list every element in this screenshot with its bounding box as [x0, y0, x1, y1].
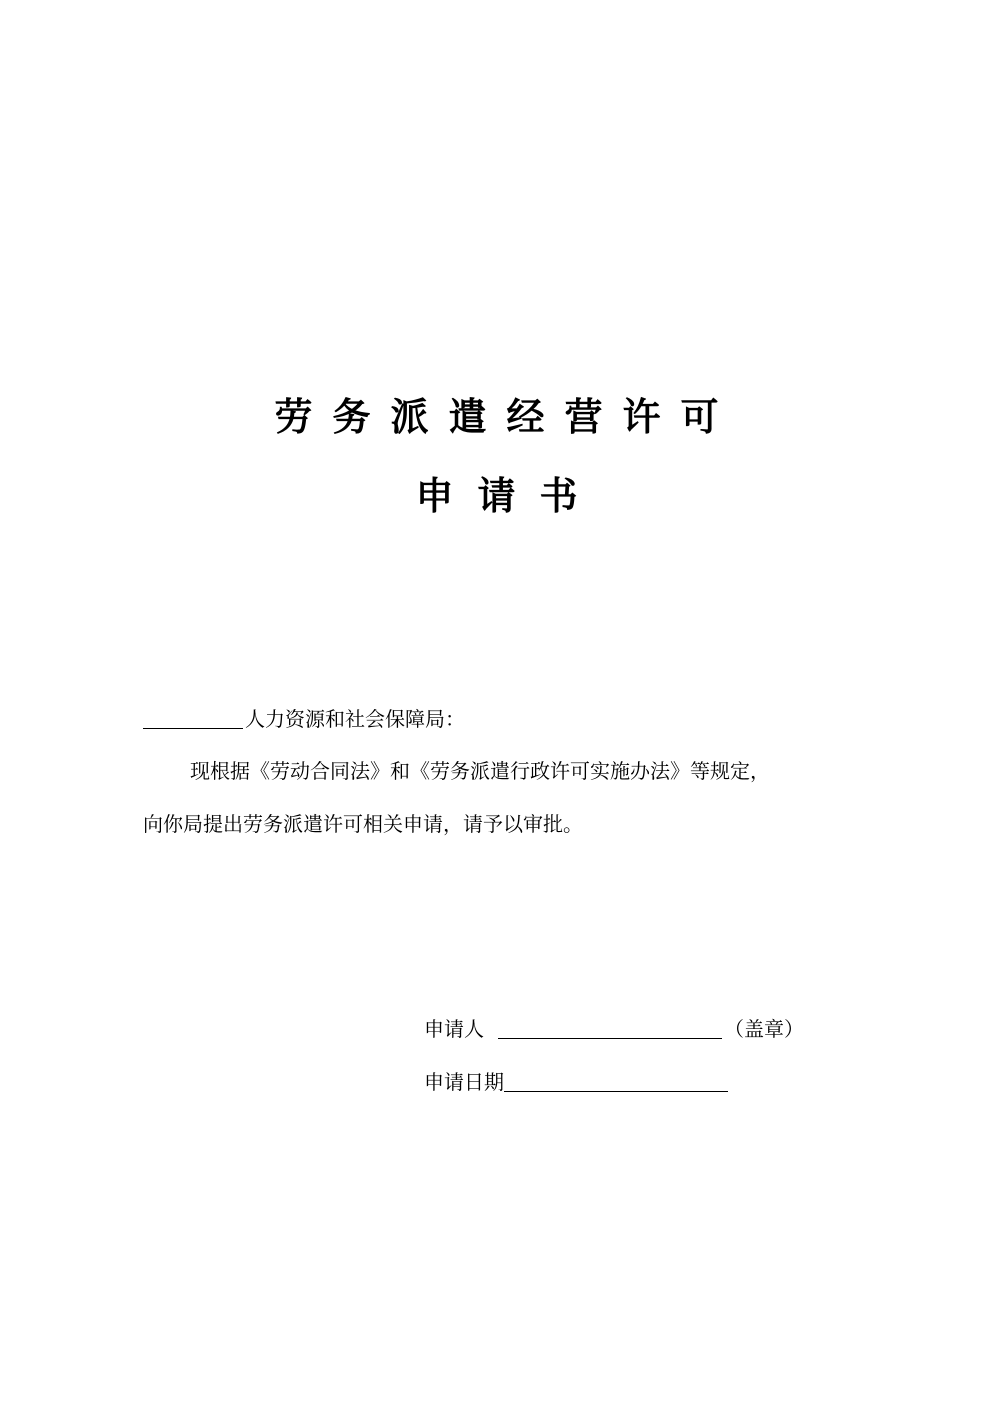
document-subtitle: 申请书 — [415, 473, 602, 518]
addressee-line — [143, 708, 465, 729]
applicant-seal-note: （盖章） — [724, 1017, 804, 1041]
date-blank-field[interactable] — [504, 1071, 728, 1092]
addressee-blank-field[interactable] — [143, 708, 243, 729]
addressee-suffix: 人力资源和社会保障局： — [245, 707, 465, 731]
applicant-label: 申请人 — [424, 1017, 484, 1041]
applicant-blank-field[interactable] — [498, 1018, 722, 1039]
request-paragraph-line1: 现根据《劳动合同法》和《劳务派遣行政许可实施办法》等规定， — [190, 759, 770, 783]
date-label: 申请日期 — [424, 1070, 504, 1094]
document-title: 劳务派遣经营许可 — [274, 394, 739, 439]
applicant-signature-row — [424, 1018, 804, 1039]
application-date-row — [424, 1071, 728, 1092]
request-paragraph-line2: 向你局提出劳务派遣许可相关申请，请予以审批。 — [143, 812, 583, 836]
